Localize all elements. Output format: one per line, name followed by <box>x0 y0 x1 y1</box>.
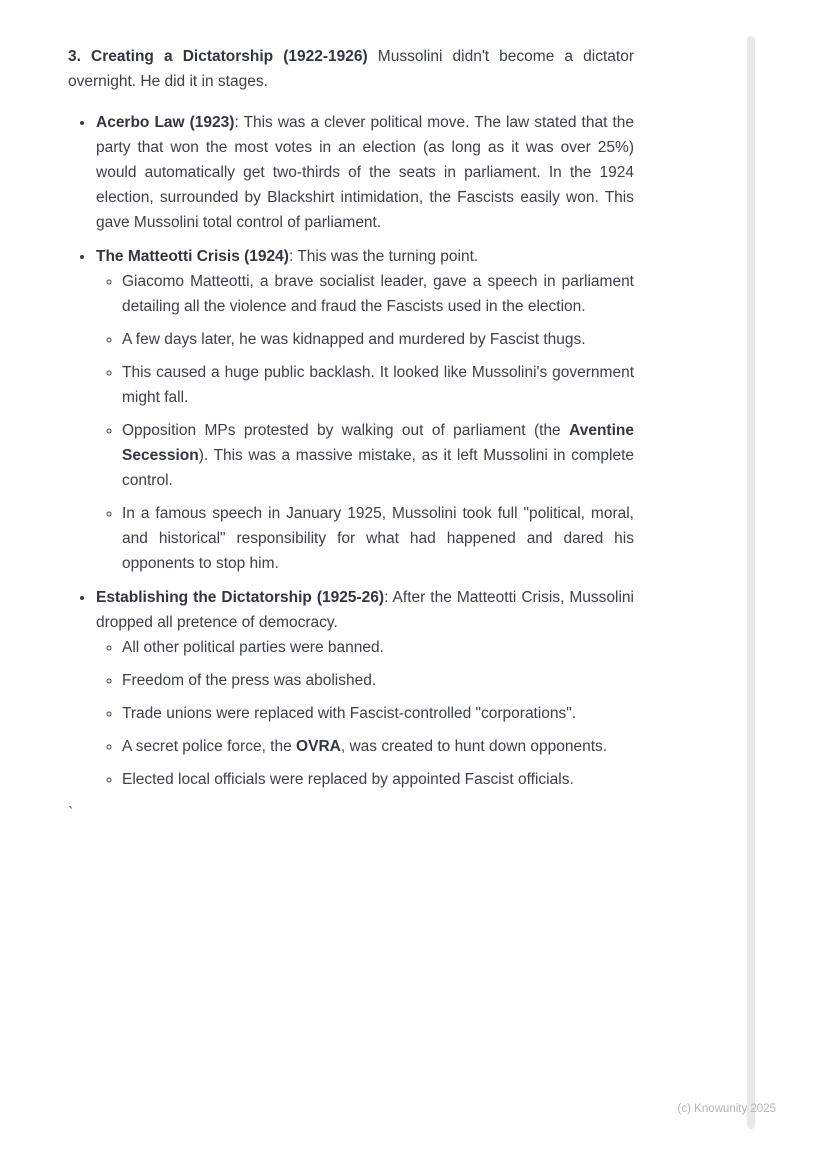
bullet-item <box>95 585 634 792</box>
body-text: In a famous speech in January 1925, Mussolini took full "political, moral, and historical" responsibility for what had happened and dared his opponents to stop him. <box>122 505 634 572</box>
footer-copyright: (c) Knowunity 2025 <box>677 1103 776 1115</box>
sub-bullet-item <box>122 418 634 493</box>
document-content <box>68 44 634 826</box>
bold-text: Acerbo Law (1923) <box>96 114 235 131</box>
bold-text: Establishing the Dictatorship (1925-26) <box>96 589 385 606</box>
body-text: Trade unions were replaced with Fascist-controlled "corporations". <box>122 705 577 722</box>
body-text: : This was the turning point. <box>288 248 479 265</box>
body-text: All other political parties were banned. <box>122 639 384 656</box>
bold-text: OVRA <box>296 738 341 755</box>
bullet-list <box>68 110 634 792</box>
bold-text: Aventine Secession <box>122 422 634 464</box>
body-text: , was created to hunt down opponents. <box>340 738 608 755</box>
bullet-item <box>95 244 634 576</box>
sub-bullet-item <box>122 701 634 726</box>
body-text: Mussolini didn't become a dictator overnight. He did it in stages. <box>68 48 634 90</box>
sub-bullet-item <box>122 635 634 660</box>
intro-paragraph <box>68 44 634 94</box>
body-text: : After the Matteotti Crisis, Mussolini dropped all pretence of democracy. <box>96 589 634 631</box>
sub-bullet-item <box>122 734 634 759</box>
bold-text: 3. Creating a Dictatorship (1922-1926) <box>68 48 368 65</box>
sub-bullet-list <box>96 635 634 792</box>
sub-bullet-item <box>122 501 634 576</box>
body-text: Giacomo Matteotti, a brave socialist leader, gave a speech in parliament detailing all the violence and fraud the Fascists used in the election. <box>122 273 634 315</box>
body-text: : This was a clever political move. The law stated that the party that won the most votes in an election (as long as it was over 25%) would automatically get two-thirds of the seats in parliament. In the 1924 election, surrounded by Blackshirt intimidation, the Fascists easily won. This gave Mussolini total control of parliament. <box>96 114 635 231</box>
bold-text: The Matteotti Crisis (1924) <box>96 248 289 265</box>
sub-bullet-item <box>122 767 634 792</box>
body-text: A few days later, he was kidnapped and murdered by Fascist thugs. <box>122 331 586 348</box>
sub-bullet-item <box>122 360 634 410</box>
stray-character: ` <box>68 805 74 822</box>
scrollbar-thumb[interactable] <box>747 36 755 1129</box>
body-text: ). This was a massive mistake, as it left Mussolini in complete control. <box>122 447 634 489</box>
bullet-item <box>95 110 634 235</box>
sub-bullet-list <box>96 269 634 576</box>
sub-bullet-item <box>122 327 634 352</box>
body-text: Elected local officials were replaced by appointed Fascist officials. <box>122 771 574 788</box>
body-text: Freedom of the press was abolished. <box>122 672 377 689</box>
sub-bullet-item <box>122 668 634 693</box>
body-text: Opposition MPs protested by walking out of parliament (the <box>122 422 570 439</box>
body-text: A secret police force, the <box>122 738 297 755</box>
body-text: This caused a huge public backlash. It looked like Mussolini's government might fall. <box>122 364 634 406</box>
sub-bullet-item <box>122 269 634 319</box>
